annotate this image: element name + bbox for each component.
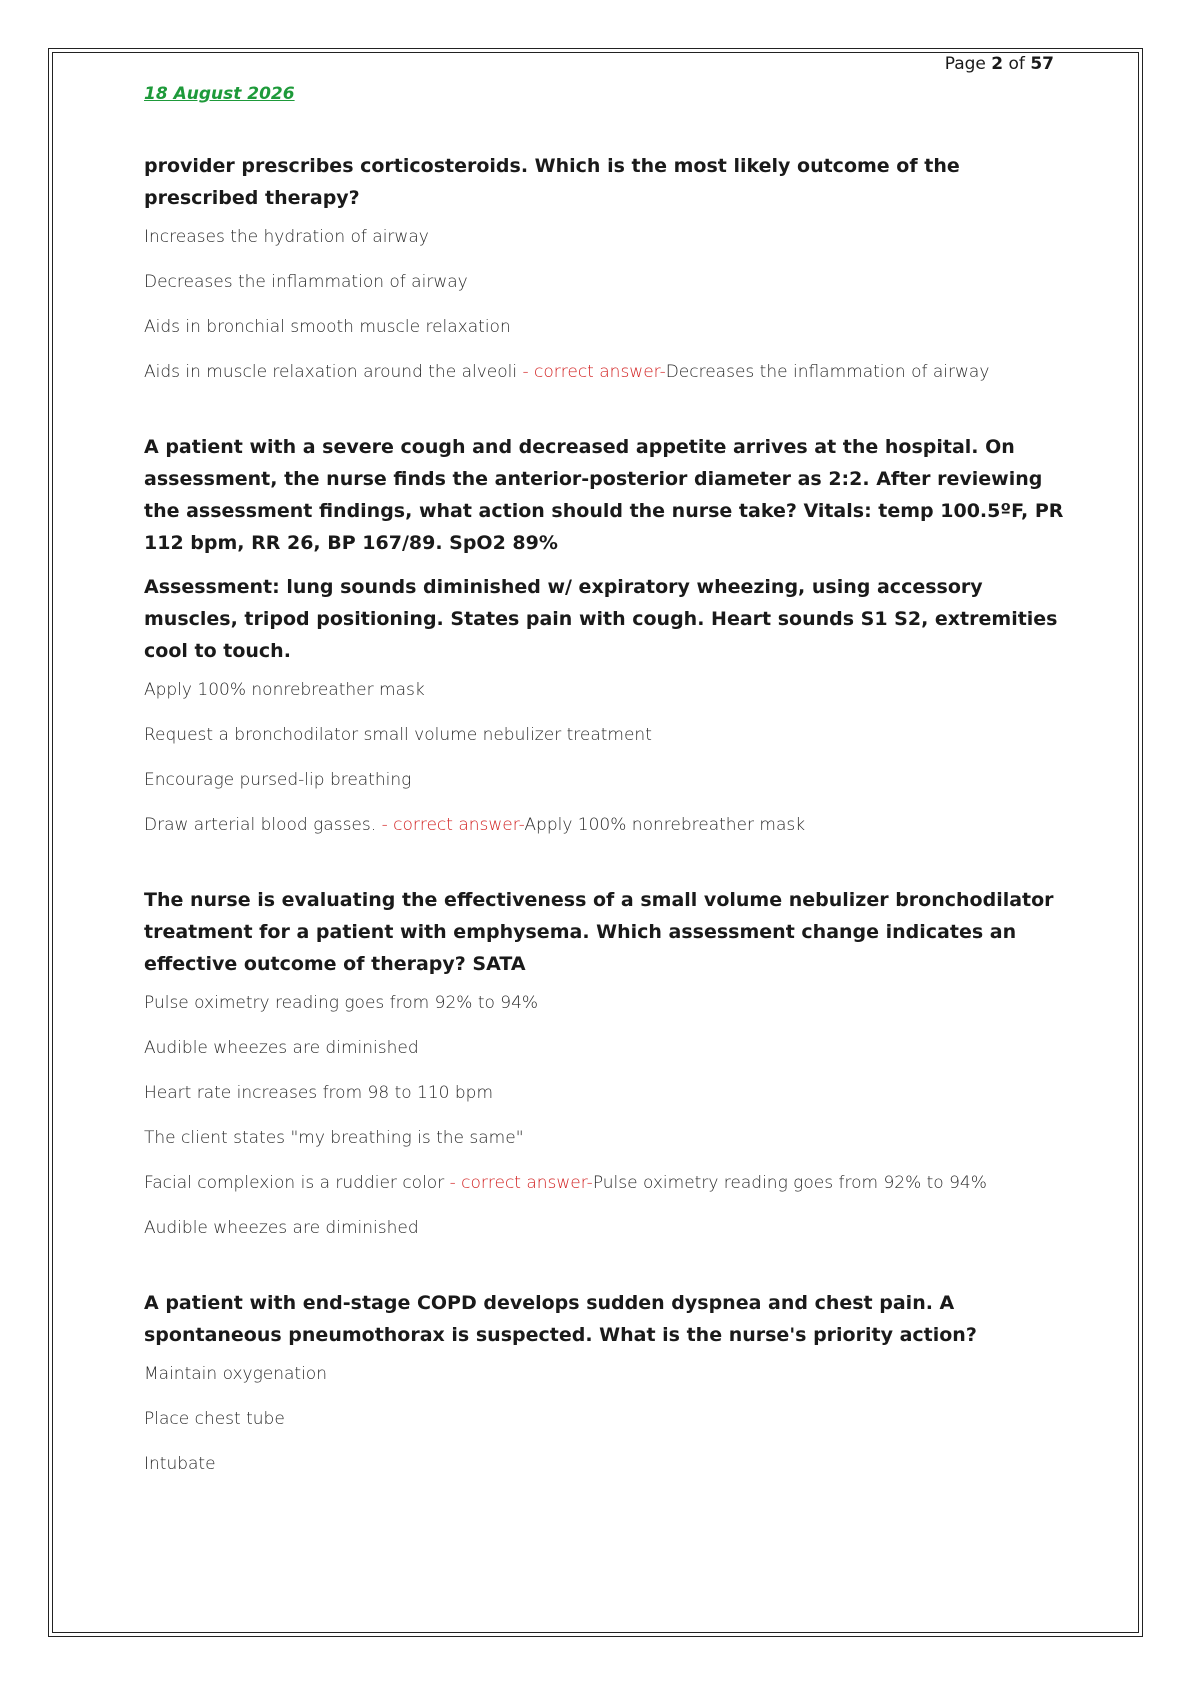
- question-block: [144, 1287, 1064, 1475]
- correct-answer-marker: - correct answer-: [449, 1173, 593, 1193]
- answer-option: [144, 316, 1064, 338]
- question-text: The nurse is evaluating the effectiveness of a small volume nebulizer bronchodilator treatment for a patient with emphysema. Which assessment change indicates an effective outcome of therapy? SATA: [144, 889, 1054, 975]
- answer-option: [144, 1363, 1064, 1385]
- answer-option-text: Increases the hydration of airway: [144, 227, 429, 247]
- page-of: of: [1008, 54, 1025, 74]
- answer-option: [144, 1037, 1064, 1059]
- answer-option: [144, 814, 1064, 836]
- answer-option-text: Decreases the inflammation of airway: [144, 272, 468, 292]
- correct-answer-marker: - correct answer-: [522, 362, 666, 382]
- document-date: 18 August 2026: [144, 84, 295, 104]
- page-current: 2: [991, 54, 1004, 74]
- answer-option: [144, 1172, 1064, 1194]
- answer-option-text: Pulse oximetry reading goes from 92% to 94%: [144, 993, 539, 1013]
- answer-option: [144, 361, 1064, 383]
- answer-option-text: Apply 100% nonrebreather mask: [144, 680, 425, 700]
- answer-option-text: Maintain oxygenation: [144, 1364, 327, 1384]
- question-text: Assessment: lung sounds diminished w/ expiratory wheezing, using accessory muscles, tripod positioning. States pain with cough. Heart sounds S1 S2, extremities cool to touch.: [144, 576, 1058, 662]
- answer-option-text: Aids in bronchial smooth muscle relaxation: [144, 317, 511, 337]
- page-total: 57: [1030, 54, 1054, 74]
- correct-answer-continued: Audible wheezes are diminished: [144, 1218, 419, 1238]
- answer-option-text: Facial complexion is a ruddier color: [144, 1173, 450, 1193]
- answer-option: [144, 1082, 1064, 1104]
- page-label: Page: [944, 54, 986, 74]
- answer-option-text: Heart rate increases from 98 to 110 bpm: [144, 1083, 494, 1103]
- correct-answer-text: Apply 100% nonrebreather mask: [524, 815, 806, 835]
- answer-option: [144, 679, 1064, 701]
- correct-answer-marker: - correct answer-: [381, 815, 525, 835]
- page-number: [945, 54, 1054, 74]
- answer-option: [144, 992, 1064, 1014]
- question-text: A patient with end-stage COPD develops sudden dyspnea and chest pain. A spontaneous pneumothorax is suspected. What is the nurse's priority action?: [144, 1292, 977, 1346]
- question-text: A patient with a severe cough and decreased appetite arrives at the hospital. On assessment, the nurse finds the anterior-posterior diameter as 2:2. After reviewing the assessment findings, what action should the nurse take? Vitals: temp 100.5ºF, PR 112 bpm, RR 26, BP 167/89. SpO2 89%: [144, 436, 1064, 554]
- answer-option-text: Request a bronchodilator small volume nebulizer treatment: [144, 725, 652, 745]
- question-block: [144, 884, 1064, 1239]
- document-content: [144, 150, 1064, 1523]
- answer-option-text: Encourage pursed-lip breathing: [144, 770, 412, 790]
- answer-option-text: Place chest tube: [144, 1409, 285, 1429]
- correct-answer-text: Decreases the inflammation of airway: [665, 362, 990, 382]
- answer-option: [144, 1127, 1064, 1149]
- answer-option: [144, 226, 1064, 248]
- correct-answer-text: Pulse oximetry reading goes from 92% to 94%: [592, 1173, 987, 1193]
- answer-option: [144, 1408, 1064, 1430]
- answer-option: [144, 1453, 1064, 1475]
- answer-option-text: Intubate: [144, 1454, 216, 1474]
- answer-option-text: Audible wheezes are diminished: [144, 1038, 419, 1058]
- answer-option: [144, 271, 1064, 293]
- question-block: [144, 150, 1064, 383]
- question-block: [144, 431, 1064, 836]
- answer-option-text: Aids in muscle relaxation around the alveoli: [144, 362, 523, 382]
- answer-option: [144, 769, 1064, 791]
- question-text: provider prescribes corticosteroids. Which is the most likely outcome of the prescribed therapy?: [144, 155, 960, 209]
- answer-option-text: Draw arterial blood gasses.: [144, 815, 382, 835]
- answer-option-text: The client states "my breathing is the same": [144, 1128, 524, 1148]
- answer-option: [144, 724, 1064, 746]
